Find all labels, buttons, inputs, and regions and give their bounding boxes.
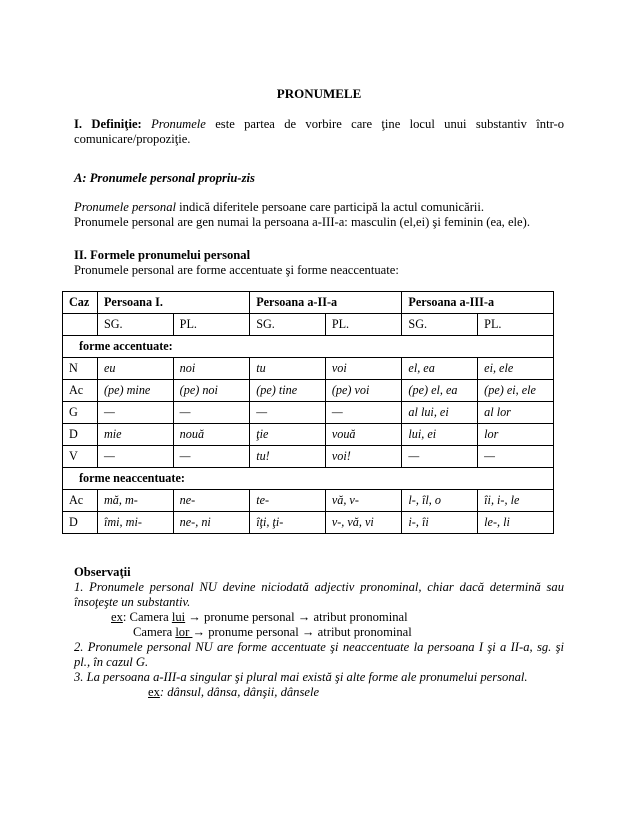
document-page [69,86,564,699]
form-cell: — [173,446,250,468]
observation-1: 1. Pronumele personal NU devine niciodată adjectiv pronominal, chiar dacă determină sau însoţeşte un substantiv. [74,580,564,609]
table-row [63,402,554,424]
form-cell: (pe) noi [173,380,250,402]
form-cell: (pe) mine [97,380,173,402]
case-cell: N [63,358,98,380]
form-cell: ţie [250,424,326,446]
example-text: Camera [133,625,176,639]
table-row [63,358,554,380]
form-cell: (pe) el, ea [402,380,478,402]
paragraph-personal-pronoun [74,200,564,215]
form-cell: el, ea [402,358,478,380]
form-cell: l-, îl, o [402,490,478,512]
definition-label: I. Definiţie: [74,117,142,131]
form-cell: — [97,402,173,424]
table-row [63,512,554,534]
form-cell: lui, ei [402,424,478,446]
example-2 [74,625,564,640]
form-cell: al lor [478,402,554,424]
pronoun-table [62,291,554,534]
form-cell: i-, îi [402,512,478,534]
unaccented-rows [63,490,554,534]
form-cell: — [97,446,173,468]
table-row [63,490,554,512]
header-person-1: Persoana I. [97,292,249,314]
form-cell: îi, i-, le [478,490,554,512]
form-cell: v-, vă, vi [325,512,402,534]
section-a-heading: A: Pronumele personal propriu-zis [74,171,255,185]
form-cell: ne- [173,490,250,512]
header-case: Caz [63,292,98,314]
case-cell: V [63,446,98,468]
form-cell: — [173,402,250,424]
form-cell: tu! [250,446,326,468]
form-cell: — [478,446,554,468]
table-row [63,380,554,402]
form-cell: al lui, ei [402,402,478,424]
subheader-cell: PL. [325,314,402,336]
section-unaccented-label: forme neaccentuate: [63,468,554,490]
form-cell: te- [250,490,326,512]
example-word: lui [171,610,186,624]
accented-rows [63,358,554,468]
form-cell: le-, li [478,512,554,534]
case-cell: Ac [63,380,98,402]
example-text: → pronume personal → atribut pronominal [192,625,412,639]
form-cell: tu [250,358,326,380]
form-cell: voi [325,358,402,380]
section-2-heading: II. Formele pronumelui personal [74,248,251,262]
form-cell: — [325,402,402,424]
case-cell: D [63,512,98,534]
paragraph-gender: Pronumele personal are gen numai la persoana a-III-a: masculin (el,ei) şi feminin (ea, ele). [74,215,530,229]
observations-block [74,565,564,700]
form-cell: (pe) voi [325,380,402,402]
example-3 [74,685,564,700]
case-cell: G [63,402,98,424]
form-cell: mă, m- [97,490,173,512]
example-label: ex [148,685,160,699]
definition-text: este partea de vorbire care ţine locul unui substantiv într-o comunicare/propoziţie. [74,117,564,146]
section-accented-label: forme accentuate: [63,336,554,358]
definition-term: Pronumele [151,117,206,131]
example-label: ex [111,610,123,624]
form-cell: lor [478,424,554,446]
paragraph-forms: Pronumele personal are forme accentuate şi forme neaccentuate: [74,263,399,277]
form-cell: — [402,446,478,468]
paragraph-term: Pronumele personal [74,200,177,214]
subheader-cell: PL. [478,314,554,336]
subheader-cell: SG. [250,314,326,336]
observations-heading: Observaţii [74,565,131,579]
table-row [63,446,554,468]
form-cell: (pe) tine [250,380,326,402]
table-row [63,424,554,446]
example-word: lor [175,625,193,639]
subheader-cell: PL. [173,314,250,336]
empty-cell [63,314,98,336]
form-cell: mie [97,424,173,446]
case-cell: Ac [63,490,98,512]
example-1 [74,610,564,625]
form-cell: ei, ele [478,358,554,380]
form-cell: eu [97,358,173,380]
form-cell: nouă [173,424,250,446]
form-cell: îţi, ţi- [250,512,326,534]
document-title: PRONUMELE [276,86,362,101]
form-cell: îmi, mi- [97,512,173,534]
observation-3: 3. La persoana a-III-a singular şi plural mai există şi alte forme ale pronumelui personal. [74,670,528,684]
subheader-cell: SG. [97,314,173,336]
example-text: : dânsul, dânsa, dânşii, dânsele [159,685,320,699]
example-text: → pronume personal → atribut pronominal [185,610,408,624]
table-section-row [63,468,554,490]
form-cell: — [250,402,326,424]
form-cell: voi! [325,446,402,468]
table-subheader-row [63,314,554,336]
table-section-row [63,336,554,358]
form-cell: (pe) ei, ele [478,380,554,402]
table-header-row [63,292,554,314]
example-text: : Camera [122,610,172,624]
observation-2: 2. Pronumele personal NU are forme accentuate şi neaccentuate la persoana I şi a II-a, sg. şi pl., în cazul G. [74,640,564,669]
case-cell: D [63,424,98,446]
form-cell: ne-, ni [173,512,250,534]
subheader-cell: SG. [402,314,478,336]
form-cell: vouă [325,424,402,446]
paragraph-text: indică diferitele persoane care participă la actul comunicării. [176,200,485,214]
form-cell: vă, v- [325,490,402,512]
header-person-3: Persoana a-III-a [402,292,554,314]
definition-paragraph [74,117,564,147]
form-cell: noi [173,358,250,380]
header-person-2: Persoana a-II-a [250,292,402,314]
